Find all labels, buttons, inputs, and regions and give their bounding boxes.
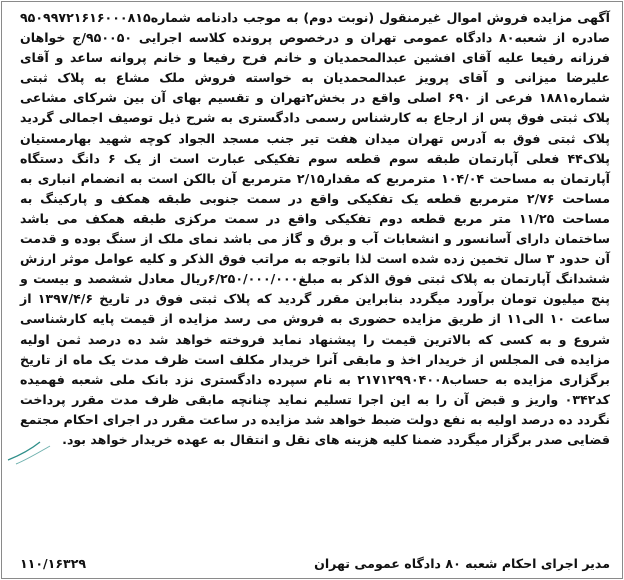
notice-text: آگهی مزایده فروش اموال غیرمنقول (نوبت دوم) به موجب دادنامه شماره۹۵۰۹۹۷۲۱۶۱۶۰۰۰۸۱۵ صادره از شعبه۸۰ دادگاه عمومی تهران و درخصوص پرونده کلاسه اجرایی ۹۵۰۰۵۰/ج خواهان فرزانه رفیعا علیه آقای افشین عبدالمحمدیان و خانم فرح رفیعا و خانم پروانه ساعد و آقای علیرضا میزانی و آقای پرویز عبدالمحمدیان به خواسته فروش ملک مشاع به پلاک ثبتی شماره۱۸۸۱ فرعی از ۶۹۰ اصلی واقع در بخش۲تهران و تقسیم بهای آن بین شرکای مشاعی پلاک ثبتی فوق پس از ارجاع به کارشناس رسمی دادگستری به شرح ذیل توصیف اجمالی گردید پلاک ثبتی فوق به آدرس تهران میدان هفت تیر جنب مسجد الجواد کوچه شهید بهارمستیان پلاک۴۴ فعلی آپارتمان طبقه سوم قطعه سوم تفکیکی عبارت است از یک ۶ دانگ دستگاه آپارتمان به مساحت ۱۰۴/۰۴ مترمربع که مقدار۲/۱۵ مترمربع آن بالکن است به انضمام انباری به مساحت ۲/۷۶ مترمربع قطعه یک تفکیکی واقع در سمت جنوبی طبقه همکف و پارکینگ به مساحت ۱۱/۲۵ متر مربع قطعه دوم تفکیکی واقع در سمت مرکزی طبقه همکف می باشد ساختمان دارای آسانسور و انشعابات آب و برق و گاز می باشد نمای ملک از سنگ بوده و قدمت آن حدود ۳ سال تخمین زده شده است لذا باتوجه به مراتب فوق الذکر و کلیه عوامل موثر ارزش ششدانگ آپارتمان به پلاک ثبتی فوق الذکر به مبلغ۶/۲۵۰/۰۰۰/۰۰۰ریال معادل ششصد و بیست و پنج میلیون تومان برآورد میگردد بنابراین مقرر گردید که پلاک ثبتی فوق در تاریخ ۱۳۹۷/۴/۶ از ساعت ۱۰ الی۱۱ از طریق مزایده حضوری به فروش می رسد مزایده از قیمت پایه کارشناسی شروع و به کسی که بالاترین قیمت را پیشنهاد نماید فروخته خواهد شد ده درصد ثمن اولیه مزایده فی المجلس از خریدار اخذ و مابقی آنرا خریدار مکلف است ظرف مدت یک ماه از تاریخ برگزاری مزایده به حساب۲۱۷۱۲۹۹۰۴۰۰۸ به نام سپرده دادگستری نزد بانک ملی شعبه فهمیده کد۰۳۴۲ واریز و قبض آن را به این اجرا تسلیم نماید چنانچه مابقی ظرف مدت مقرر پرداخت نگردد ده درصد اولیه به نفع دولت ضبط خواهد شد مزایده در ساعت مقرر در اجرای احکام مجتمع قضایی صدر برگزار میگردد ضمنا کلیه هزینه های نقل و انتقال به عهده خریدار خواهد بود. (20, 10, 611, 447)
notice-body (20, 8, 610, 450)
signer-line: مدیر اجرای احکام شعبه ۸۰ دادگاه عمومی تهران (314, 556, 610, 571)
reference-number: ۱۱۰/۱۶۳۲۹ (20, 556, 87, 571)
notice-footer (20, 554, 610, 574)
